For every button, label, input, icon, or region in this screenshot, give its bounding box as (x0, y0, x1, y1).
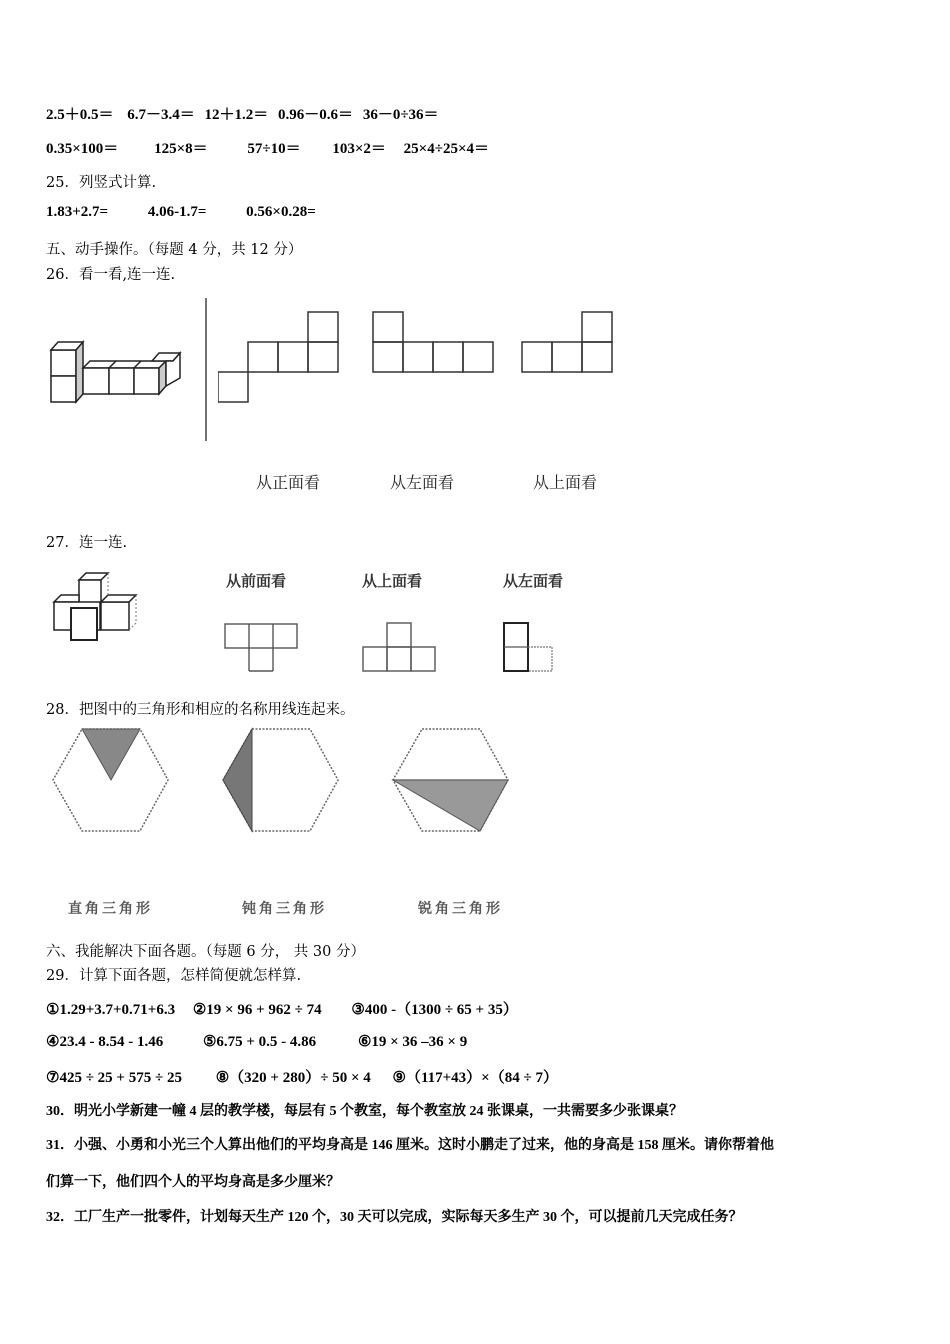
q28-hexagon-3 (390, 727, 514, 835)
q27-view-front (224, 623, 300, 673)
q29-item: ⑤6.75 + 0.5 - 4.86 (202, 1034, 317, 1050)
q29-item: ④23.4 - 8.54 - 1.46 (46, 1034, 164, 1050)
q25-title: 25．列竖式计算. (46, 175, 157, 191)
q26-label-top: 从上面看 (533, 473, 598, 492)
q25-items (46, 204, 316, 221)
q28-label-acute-triangle: 锐角三角形 (418, 901, 503, 917)
q29-item: ⑦425 ÷ 25 + 575 ÷ 25 (46, 1070, 182, 1086)
q29-row-2 (46, 1032, 467, 1051)
q26-title: 26．看一看,连一连. (46, 267, 176, 283)
section-5-title: 五、动手操作。（每题 4 分，共 12 分） (46, 242, 303, 258)
q26-view-3 (521, 311, 615, 375)
q27-label-front: 从前面看 (226, 572, 287, 590)
q32-text: 32．工厂生产一批零件，计划每天生产 120 个，30 天可以完成，实际每天多生产 30 个，可以提前几天完成任务？ (46, 1210, 743, 1225)
vertical-calc-item: 4.06-1.7= (147, 204, 207, 220)
q26-solid-figure (48, 340, 188, 410)
q30-text: 30．明光小学新建一幢 4 层的教学楼，每层有 5 个教室，每个教室放 24 张课桌，一共需要多少张课桌？ (46, 1104, 683, 1119)
oral-calc-row-1 (46, 103, 439, 124)
oral-calc-item: 6.7－3.4＝ (127, 107, 195, 123)
q26-view-2 (372, 311, 496, 375)
oral-calc-item: 57÷10＝ (247, 141, 301, 157)
oral-calc-item: 25×4÷25×4＝ (403, 141, 489, 157)
q27-label-top: 从上面看 (362, 572, 423, 590)
vertical-calc-item: 1.83+2.7= (46, 204, 109, 220)
vertical-calc-item: 0.56×0.28= (246, 204, 316, 220)
q28-label-obtuse-triangle: 钝角三角形 (242, 901, 327, 917)
q26-label-left: 从左面看 (390, 473, 455, 492)
q28-label-right-triangle: 直角三角形 (68, 901, 153, 917)
q28-hexagon-2 (220, 727, 344, 835)
oral-calc-item: 0.96－0.6＝ (278, 107, 354, 123)
oral-calc-item: 125×8＝ (154, 141, 208, 157)
q27-view-top (362, 622, 438, 674)
oral-calc-item: 0.35×100＝ (46, 141, 119, 157)
q29-title: 29．计算下面各题，怎样简便就怎样算. (46, 968, 302, 984)
q31-text-line-1: 31．小强、小勇和小光三个人算出他们的平均身高是 146 厘米。这时小鹏走了过来，他的身高是 158 厘米。请你帮着他 (46, 1138, 774, 1153)
oral-calc-item: 12＋1.2＝ (204, 107, 269, 123)
oral-calc-item: 36－0÷36＝ (362, 107, 439, 123)
q29-item: ③400 -（1300 ÷ 65 + 35） (351, 1002, 518, 1018)
q26-view-1 (218, 311, 342, 405)
q31-text-line-2: 们算一下，他们四个人的平均身高是多少厘米？ (46, 1175, 340, 1190)
q29-row-1 (46, 998, 518, 1019)
q27-title: 27．连一连. (46, 535, 128, 551)
q29-item: ⑥19 × 36 –36 × 9 (357, 1034, 468, 1050)
q29-item: ②19 × 96 + 962 ÷ 74 (192, 1002, 322, 1018)
oral-calc-row-2 (46, 137, 489, 158)
divider-line (204, 298, 208, 443)
q29-item: ⑨（117+43）×（84 ÷ 7） (392, 1070, 558, 1086)
q27-view-left (503, 622, 555, 674)
q29-item: ⑧（320 + 280）÷ 50 × 4 (215, 1070, 371, 1086)
q27-label-left: 从左面看 (503, 572, 564, 590)
q29-row-3 (46, 1066, 558, 1087)
q27-solid-figure (50, 570, 150, 642)
oral-calc-item: 2.5＋0.5＝ (46, 107, 114, 123)
q28-title: 28．把图中的三角形和相应的名称用线连起来。 (46, 702, 355, 718)
q28-hexagon-1 (50, 727, 174, 835)
q29-item: ①1.29+3.7+0.71+6.3 (46, 1002, 176, 1018)
q26-label-front: 从正面看 (256, 473, 321, 492)
oral-calc-item: 103×2＝ (332, 141, 386, 157)
section-6-title: 六、我能解决下面各题。（每题 6 分， 共 30 分） (46, 944, 365, 960)
